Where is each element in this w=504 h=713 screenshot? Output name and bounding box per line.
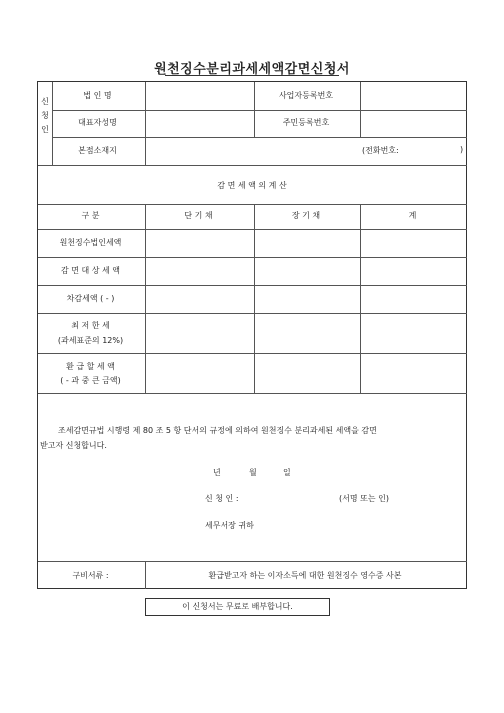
documents-label: 구비서류 : [72, 571, 109, 580]
free-distribution-notice: 이 신청서는 무료로 배부합니다. [145, 598, 330, 616]
resident-reg-label: 주민등록번호 [282, 118, 330, 127]
col-header-short-term: 단 기 채 [184, 211, 213, 220]
divider [254, 204, 255, 393]
sign-or-seal-label: (서명 또는 인) [339, 494, 389, 503]
rep-name-label: 대표자성명 [78, 118, 117, 127]
divider [52, 110, 467, 111]
col-header-category: 구 분 [81, 211, 100, 220]
addressee: 세무서장 귀하 [205, 521, 254, 530]
divider [38, 165, 467, 166]
divider [38, 561, 467, 562]
divider [38, 285, 467, 286]
divider [38, 353, 467, 354]
row-minimum-tax-note: (과세표준의 12%) [57, 336, 124, 345]
col-header-long-term: 장 기 채 [291, 211, 321, 220]
divider [38, 257, 467, 258]
applicant-signature-label: 신 청 인 : [205, 494, 239, 503]
divider [360, 82, 361, 137]
documents-value: 환급받고자 하는 이자소득에 대한 원천징수 영수증 사본 [208, 571, 402, 580]
divider [360, 204, 361, 393]
corp-name-label: 법 인 명 [83, 91, 112, 100]
row-exempt-tax: 감 면 대 상 세 액 [60, 266, 121, 275]
phone-close: ) [460, 145, 464, 154]
phone-label: (전화번호: [362, 146, 399, 155]
calc-section-title: 감 면 세 액 의 계 산 [217, 181, 287, 190]
date-year: 년 [213, 468, 221, 477]
biz-reg-label: 사업자등록번호 [278, 91, 334, 100]
row-refund-tax-note: ( - 과 중 큰 금액) [60, 376, 121, 385]
declaration-line1: 조세감면규법 시행령 제 80 조 5 항 단서의 규정에 의하여 원천징수 분리과세된 세액을 감면 [58, 426, 377, 435]
divider [145, 204, 146, 393]
date-month: 월 [249, 468, 257, 477]
divider [52, 137, 467, 138]
divider [38, 393, 467, 394]
row-withholding-tax: 원천징수법인세액 [59, 238, 122, 247]
row-deducted-tax: 차감세액 ( - ) [66, 294, 115, 303]
divider [38, 204, 467, 205]
declaration-line2: 받고자 신청합니다. [40, 441, 107, 450]
form-title: 원천징수분리과세세액감면신청서 [154, 62, 350, 77]
col-header-total: 계 [408, 211, 417, 220]
divider [145, 82, 146, 165]
applicant-side-label: 신 청 인 [41, 97, 49, 134]
row-minimum-tax: 최 저 한 세 [71, 321, 110, 330]
divider [38, 229, 467, 230]
title-underline [165, 75, 339, 76]
divider [38, 313, 467, 314]
date-day: 일 [283, 468, 291, 477]
row-refund-tax: 환 급 할 세 액 [66, 362, 115, 371]
hq-address-label: 본점소재지 [78, 146, 117, 155]
